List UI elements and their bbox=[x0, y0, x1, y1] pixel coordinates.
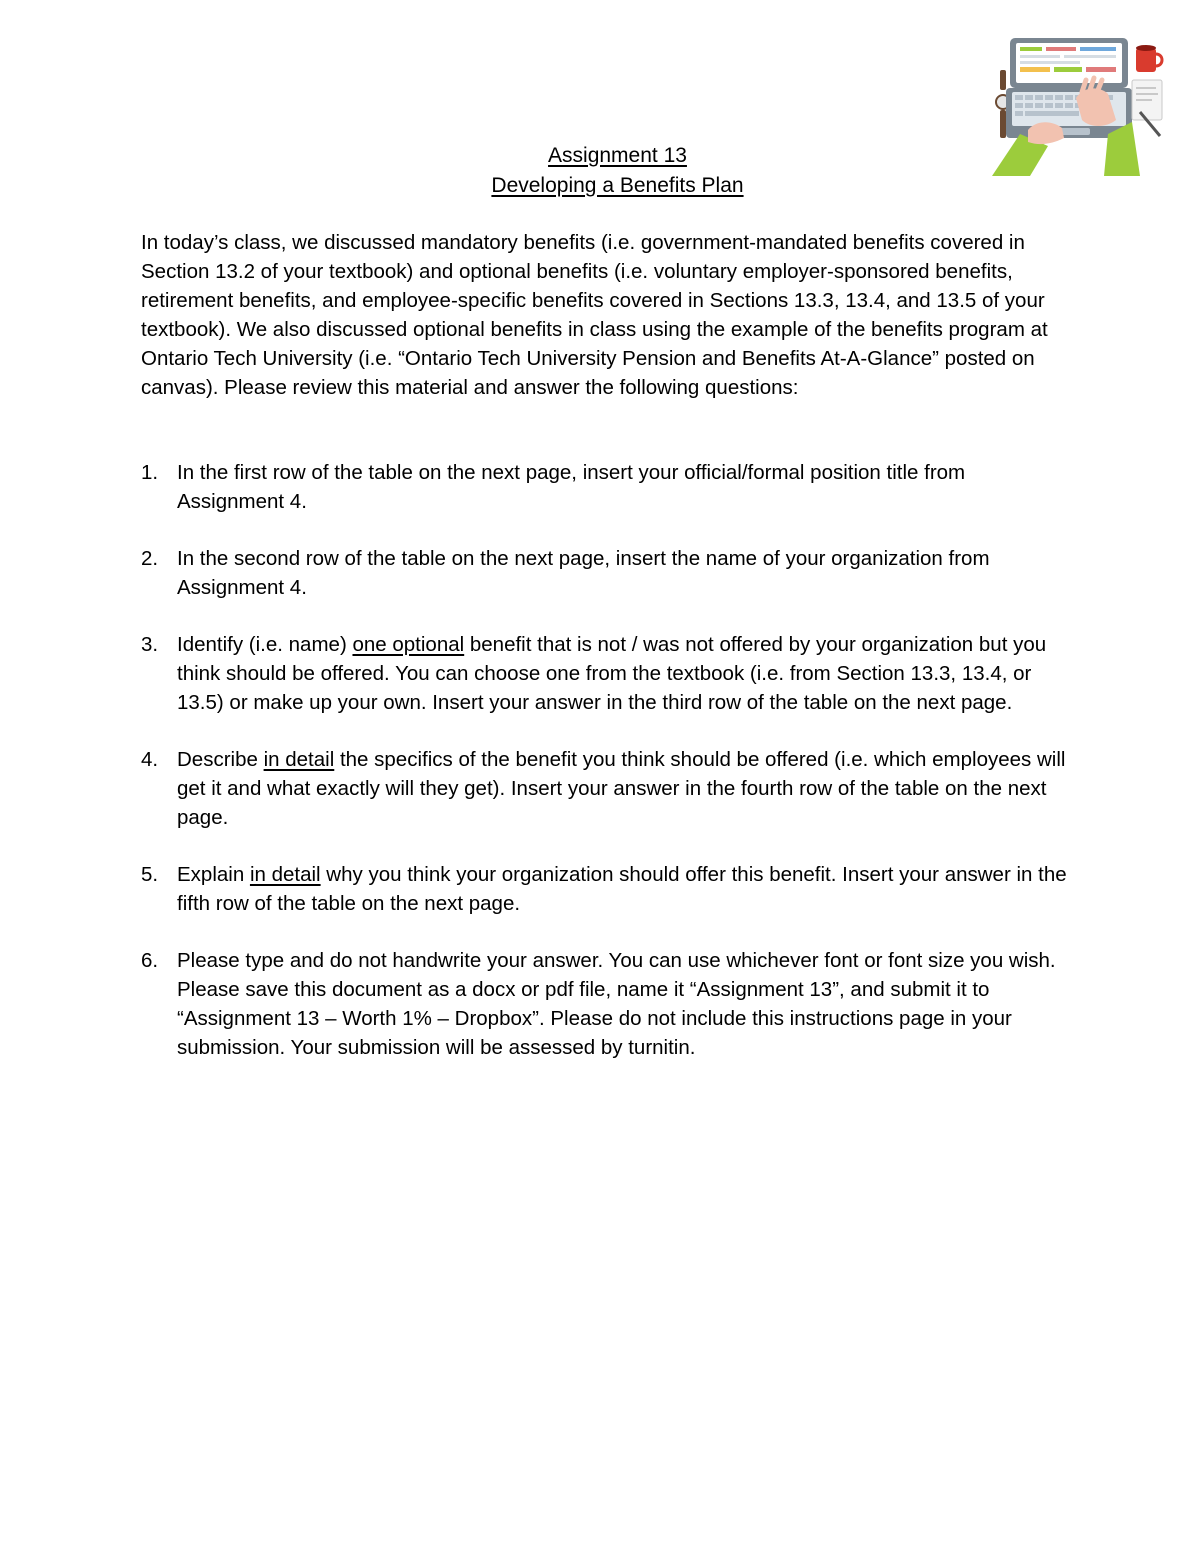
question-text-after: why you think your organization should offer this benefit. Insert your answer in the fifth row of the table on the next page. bbox=[177, 863, 1067, 915]
question-item bbox=[141, 544, 1071, 602]
question-item bbox=[141, 630, 1071, 717]
question-emphasis: one optional bbox=[352, 633, 465, 656]
question-item bbox=[141, 946, 1071, 1062]
title-block bbox=[0, 141, 1200, 201]
question-text-after: benefit that is not / was not offered by your organization but you think should be offered. You can choose one from the textbook (i.e. from Section 13.3, 13.4, or 13.5) or make up your own. Insert your answer in the third row of the table on the next page. bbox=[177, 633, 1047, 714]
question-text: In the first row of the table on the next page, insert your official/formal position title from Assignment 4. bbox=[177, 461, 966, 513]
document-subtitle: Developing a Benefits Plan bbox=[491, 174, 744, 197]
question-text: Please type and do not handwrite your answer. You can use whichever font or font size you wish. Please save this document as a docx or pdf file, name it “Assignment 13”, and submit it to “Assignment 13 – Worth 1% – Dropbox”. Please do not include this instructions page in your submission. Your submission will be assessed by turnitin. bbox=[177, 949, 1056, 1059]
question-number: 6. bbox=[141, 949, 159, 972]
question-text: In the second row of the table on the next page, insert the name of your organization from Assignment 4. bbox=[177, 547, 990, 599]
question-item bbox=[141, 745, 1071, 832]
question-number: 4. bbox=[141, 748, 159, 771]
question-list bbox=[141, 458, 1071, 1090]
question-text-before: Explain bbox=[177, 863, 250, 886]
question-text-before: Identify (i.e. name) bbox=[177, 633, 353, 656]
question-text-after: the specifics of the benefit you think should be offered (i.e. which employees will get it and what exactly will they get). Insert your answer in the fourth row of the table on the next page. bbox=[177, 748, 1066, 829]
question-number: 2. bbox=[141, 547, 159, 570]
question-number: 1. bbox=[141, 461, 159, 484]
question-item bbox=[141, 458, 1071, 516]
question-text-before: Describe bbox=[177, 748, 264, 771]
question-emphasis: in detail bbox=[263, 748, 335, 771]
intro-paragraph: In today’s class, we discussed mandatory benefits (i.e. government-mandated benefits covered in Section 13.2 of your textbook) and optional benefits (i.e. voluntary employer-sponsored benefits, retirement benefits, and employee-specific benefits covered in Sections 13.3, 13.4, and 13.5 of your textbook). We also discussed optional benefits in class using the example of the benefits program at Ontario Tech University (i.e. “Ontario Tech University Pension and Benefits At-A-Glance” posted on canvas). Please review this material and answer the following questions: bbox=[141, 231, 1048, 399]
question-number: 5. bbox=[141, 863, 159, 886]
question-number: 3. bbox=[141, 633, 159, 656]
question-emphasis: in detail bbox=[249, 863, 321, 886]
document-title: Assignment 13 bbox=[548, 144, 687, 167]
question-item bbox=[141, 860, 1071, 918]
